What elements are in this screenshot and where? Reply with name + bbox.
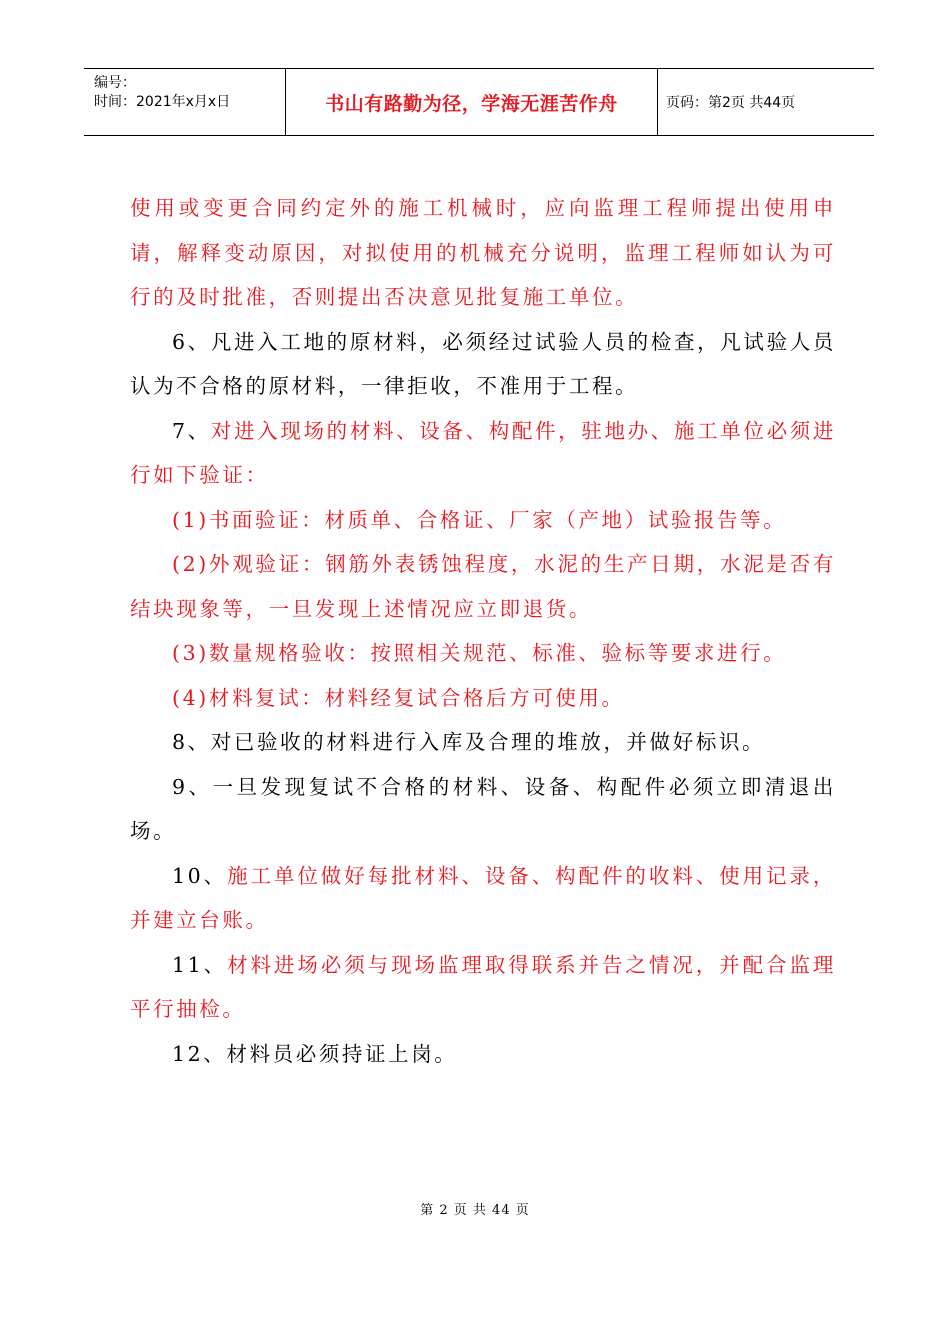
paragraph-continued — [130, 186, 836, 320]
header-page-info: 页码：第2页 共44页 — [666, 95, 796, 111]
paragraph-item-8 — [130, 720, 836, 765]
paragraph-item-10 — [130, 854, 836, 943]
item-number: 12、 — [172, 1041, 227, 1066]
item-number: 11、 — [172, 952, 228, 977]
paragraph-subitem-4 — [130, 676, 836, 721]
header-meta — [84, 69, 286, 135]
paragraph-subitem-3 — [130, 631, 836, 676]
page-footer — [0, 1199, 950, 1218]
document-body — [130, 186, 836, 1076]
paragraph-item-6 — [130, 320, 836, 409]
paragraph-text: (4)材料复试：材料经复试合格后方可使用。 — [172, 685, 625, 710]
header-slogan: 书山有路勤为径，学海无涯苦作舟 — [325, 92, 618, 115]
item-number: 7、 — [172, 418, 211, 443]
paragraph-text: (3)数量规格验收：按照相关规范、标准、验标等要求进行。 — [172, 641, 787, 665]
paragraph-text: 对进入现场的材料、设备、构配件，驻地办、施工单位必须进行如下验证： — [130, 418, 836, 487]
paragraph-subitem-1 — [130, 498, 836, 543]
item-number: 6、 — [172, 329, 211, 354]
header-page-cell — [658, 69, 874, 135]
paragraph-text: (1)书面验证：材质单、合格证、厂家（产地）试验报告等。 — [172, 507, 787, 532]
item-number: 10、 — [172, 863, 228, 888]
paragraph-item-12 — [130, 1032, 836, 1077]
paragraph-text: 施工单位做好每批材料、设备、构配件的收料、使用记录，并建立台账。 — [130, 863, 836, 932]
paragraph-subitem-2 — [130, 542, 836, 631]
paragraph-text: 材料员必须持证上岗。 — [226, 1041, 458, 1066]
document-date: 时间：2021年x月x日 — [94, 94, 231, 110]
item-number: 8、 — [172, 730, 211, 754]
item-number: 9、 — [172, 774, 213, 799]
paragraph-item-9 — [130, 765, 836, 854]
document-number-label: 编号： — [94, 75, 136, 91]
paragraph-text: 凡进入工地的原材料，必须经过试验人员的检查，凡试验人员认为不合格的原材料，一律拒收，不准用于工程。 — [130, 329, 836, 398]
paragraph-text: 对已验收的材料进行入库及合理的堆放，并做好标识。 — [210, 730, 766, 754]
paragraph-text: 使用或变更合同约定外的施工机械时，应向监理工程师提出使用申请，解释变动原因，对拟使用的机械充分说明，监理工程师如认为可行的及时批准，否则提出否决意见批复施工单位。 — [130, 196, 836, 309]
paragraph-item-7 — [130, 409, 836, 498]
header-slogan-cell — [286, 69, 658, 135]
footer-page-number: 第 2 页 共 44 页 — [420, 1203, 530, 1218]
paragraph-text: (2)外观验证：钢筋外表锈蚀程度，水泥的生产日期，水泥是否有结块现象等，一旦发现上述情况应立即退货。 — [130, 552, 836, 621]
paragraph-item-11 — [130, 943, 836, 1032]
paragraph-text: 材料进场必须与现场监理取得联系并告之情况，并配合监理平行抽检。 — [130, 952, 836, 1021]
paragraph-text: 一旦发现复试不合格的材料、设备、构配件必须立即清退出场。 — [130, 774, 836, 843]
document-header — [84, 68, 874, 136]
